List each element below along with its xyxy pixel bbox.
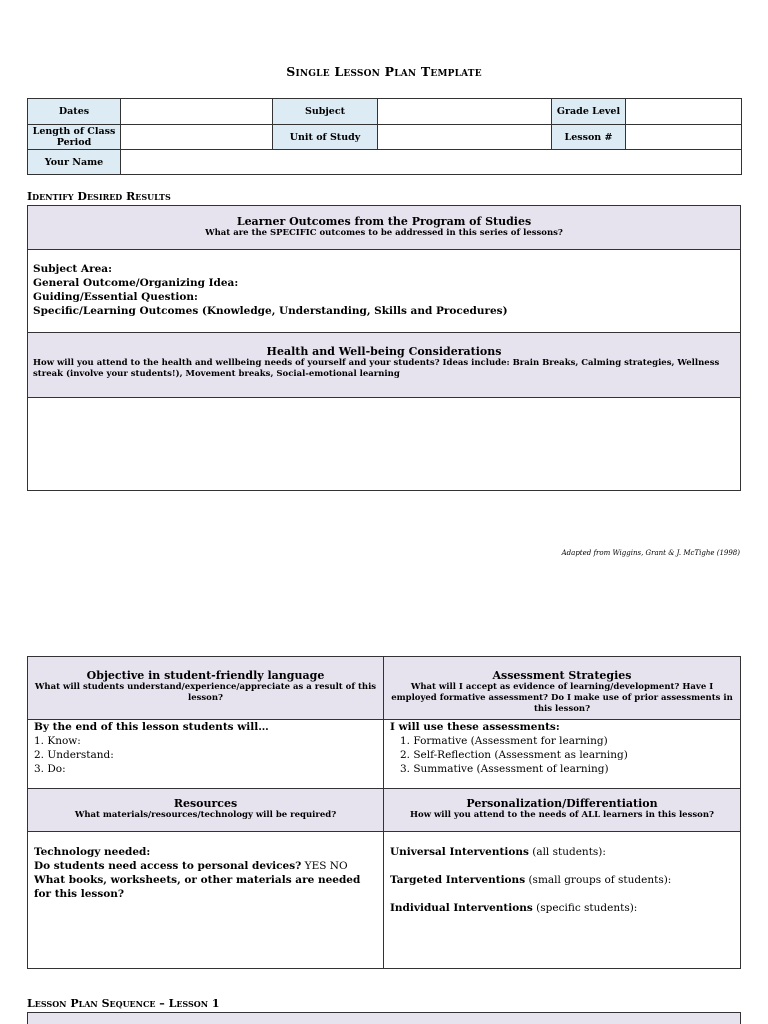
specific-outcomes-line: Specific/Learning Outcomes (Knowledge, Understanding, Skills and Procedures) — [33, 305, 508, 317]
assessment-header — [384, 657, 740, 720]
health-content[interactable] — [28, 398, 740, 490]
assessment-summative: 3. Summative (Assessment of learning) — [400, 763, 609, 775]
targeted-note: (small groups of students): — [528, 874, 672, 886]
lesson-plan-sequence-heading: Lesson Plan Sequence – Lesson 1 — [27, 997, 220, 1010]
outcomes-subtitle: What are the SPECIFIC outcomes to be addressed in this series of lessons? — [205, 228, 563, 238]
universal-note: (all students): — [532, 846, 606, 858]
grade-level-field[interactable] — [626, 99, 742, 125]
universal-interventions-line — [390, 845, 734, 859]
grade-level-label: Grade Level — [552, 99, 626, 125]
dates-field[interactable] — [121, 99, 273, 125]
dates-label: Dates — [28, 99, 121, 125]
assessment-cell — [384, 657, 740, 789]
length-of-class-label: Length of Class Period — [28, 125, 121, 150]
resources-content[interactable] — [28, 832, 383, 968]
universal-label: Universal Interventions — [390, 846, 529, 858]
differentiation-subtitle: How will you attend to the needs of ALL learners in this lesson? — [410, 810, 714, 820]
health-title: Health and Well-being Considerations — [266, 345, 502, 358]
assessment-title: Assessment Strategies — [492, 669, 632, 682]
assessment-content[interactable] — [384, 720, 740, 789]
assessment-lead: I will use these assessments: — [390, 721, 560, 733]
individual-note: (specific students): — [536, 902, 638, 914]
differentiation-content[interactable] — [384, 832, 740, 968]
yes-no-options[interactable]: YES NO — [304, 860, 348, 872]
resources-cell — [28, 789, 384, 968]
differentiation-title: Personalization/Differentiation — [466, 797, 658, 810]
differentiation-header — [384, 789, 740, 832]
subject-area-line: Subject Area: — [33, 263, 112, 275]
page-title: Single Lesson Plan Template — [286, 64, 482, 79]
objective-content[interactable] — [28, 720, 383, 789]
resources-title: Resources — [173, 797, 238, 810]
objective-subtitle: What will students understand/experience/appreciate as a result of this lesson? — [34, 682, 377, 703]
your-name-label: Your Name — [28, 150, 121, 175]
individual-interventions-line — [390, 901, 734, 915]
differentiation-cell — [384, 789, 740, 968]
unit-of-study-field[interactable] — [378, 125, 552, 150]
health-header — [28, 333, 740, 398]
resources-header — [28, 789, 383, 832]
objective-do: 3. Do: — [34, 763, 66, 775]
assessment-formative: 1. Formative (Assessment for learning) — [400, 735, 608, 747]
lesson-sequence-box — [27, 1012, 741, 1024]
lesson-info-table — [27, 98, 742, 175]
targeted-interventions-line — [390, 873, 734, 887]
materials-line: What books, worksheets, or other materials are needed for this lesson? — [34, 874, 361, 900]
objective-know: 1. Know: — [34, 735, 81, 747]
assessment-subtitle: What will I accept as evidence of learning/development? Have I employed formative assessment? Do I make use of prior assessments in this lesson? — [391, 682, 733, 714]
objective-title: Objective in student-friendly language — [86, 669, 325, 682]
subject-field[interactable] — [378, 99, 552, 125]
unit-of-study-label: Unit of Study — [273, 125, 378, 150]
objective-cell — [28, 657, 384, 789]
identify-desired-results-heading: Identify Desired Results — [27, 190, 171, 203]
lesson-number-field[interactable] — [626, 125, 742, 150]
objective-understand: 2. Understand: — [34, 749, 114, 761]
assessment-self-reflection: 2. Self-Reflection (Assessment as learning) — [400, 749, 628, 761]
guiding-question-line: Guiding/Essential Question: — [33, 291, 198, 303]
lesson-number-label: Lesson # — [552, 125, 626, 150]
your-name-field[interactable] — [121, 150, 742, 175]
targeted-label: Targeted Interventions — [390, 874, 526, 886]
outcomes-title: Learner Outcomes from the Program of Studies — [236, 215, 532, 228]
lesson-details-grid — [27, 656, 741, 969]
subject-label: Subject — [273, 99, 378, 125]
general-outcome-line: General Outcome/Organizing Idea: — [33, 277, 239, 289]
desired-results-box — [27, 205, 741, 491]
length-of-class-field[interactable] — [121, 125, 273, 150]
adapted-from-footnote: Adapted from Wiggins, Grant & J. McTighe (1998) — [561, 549, 740, 557]
personal-devices-line — [34, 859, 377, 873]
objective-lead: By the end of this lesson students will… — [34, 721, 269, 733]
technology-needed-line: Technology needed: — [34, 846, 151, 858]
outcomes-content[interactable] — [28, 250, 740, 333]
resources-subtitle: What materials/resources/technology will be required? — [74, 810, 337, 820]
health-subtitle: How will you attend to the health and wellbeing needs of yourself and your students? Ideas include: Brain Breaks, Calming strategies, Wellness streak (involve your students!), Movement breaks, Social-emotional learning — [33, 358, 720, 379]
outcomes-header — [28, 206, 740, 250]
personal-devices-question: Do students need access to personal devices? — [34, 860, 302, 872]
individual-label: Individual Interventions — [390, 902, 533, 914]
objective-header — [28, 657, 383, 720]
